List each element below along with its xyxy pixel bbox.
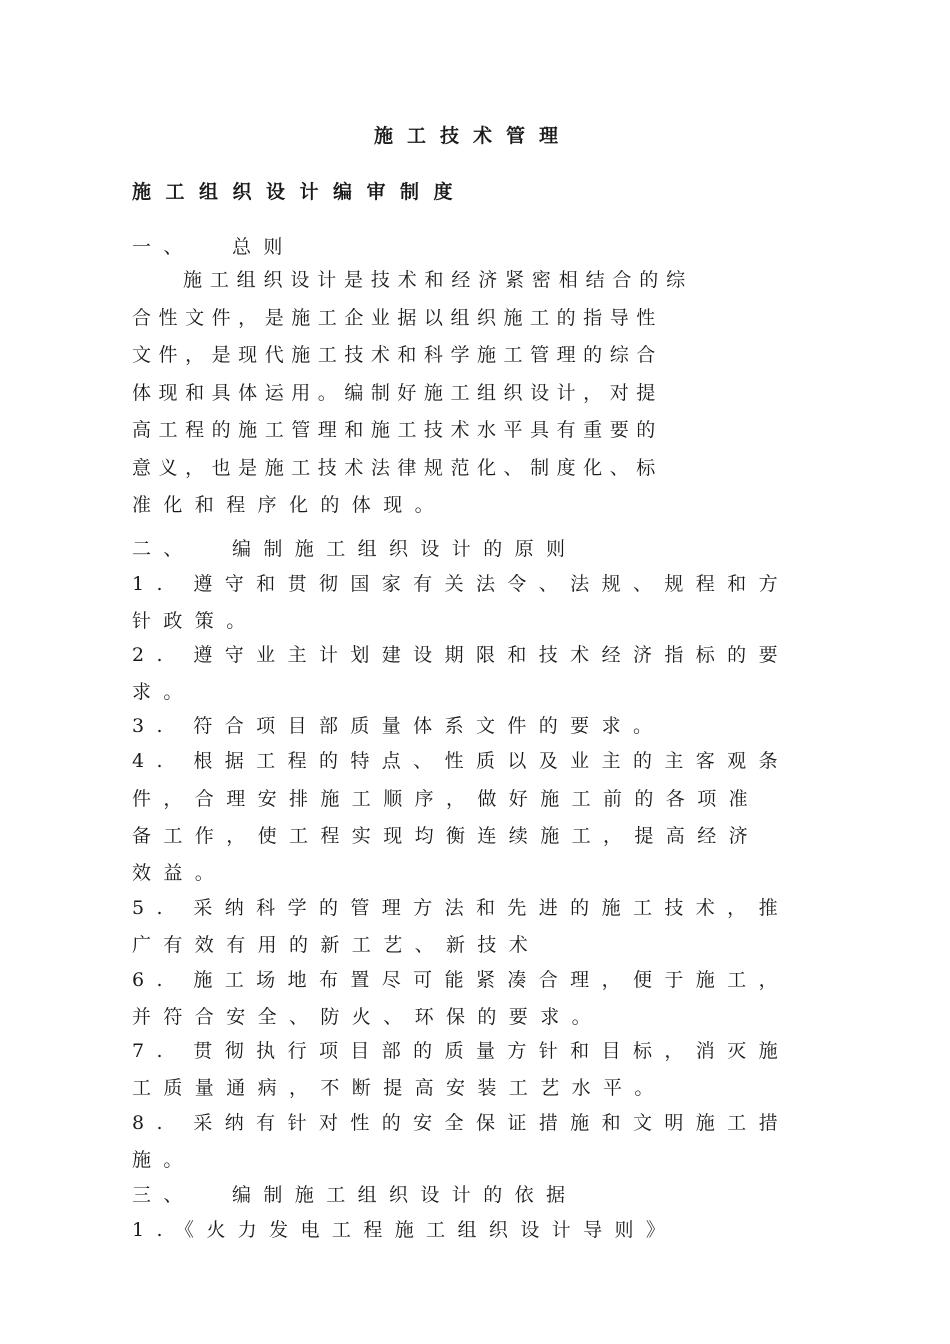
list-line: 4. 根据工程的特点、性质以及业主的主客观条 xyxy=(132,750,790,772)
list-line: 8. 采纳有针对性的安全保证措施和文明施工措 xyxy=(132,1112,790,1134)
paragraph-line: 体 现 和 具 体 运 用 。 编 制 好 施 工 组 织 设 计 ， 对 提 xyxy=(132,382,657,404)
list-line: 工质量通病，不断提高安装工艺水平。 xyxy=(132,1077,666,1099)
paragraph-line: 施 工 组 织 设 计 是 技 术 和 经 济 紧 密 相 结 合 的 综 xyxy=(183,269,687,291)
section-2-number: 二、 xyxy=(132,538,195,560)
paragraph-line: 准化和程序化的体现。 xyxy=(132,494,447,516)
section-1-heading: 总则 xyxy=(232,236,295,258)
list-line: 2. 遵守业主计划建设期限和技术经济指标的要 xyxy=(132,644,790,666)
list-line: 备工作，使工程实现均衡连续施工，提高经济 xyxy=(132,825,761,847)
list-line: 求。 xyxy=(132,681,195,703)
section-3-heading: 编制施工组织设计的依据 xyxy=(232,1184,578,1206)
paragraph-line: 文 件 ， 是 现 代 施 工 技 术 和 科 学 施 工 管 理 的 综 合 xyxy=(132,344,657,366)
list-line: 件，合理安排施工顺序，做好施工前的各项准 xyxy=(132,788,761,810)
list-line: 1.《火力发电工程施工组织设计导则》 xyxy=(132,1219,678,1241)
section-3-number: 三、 xyxy=(132,1184,195,1206)
list-line: 效益。 xyxy=(132,862,227,884)
list-line: 施。 xyxy=(132,1149,195,1171)
list-line: 广有效有用的新工艺、新技术 xyxy=(132,934,541,956)
list-line: 针政策。 xyxy=(132,610,258,632)
list-line: 5. 采纳科学的管理方法和先进的施工技术，推 xyxy=(132,897,790,919)
document-subtitle: 施工组织设计编审制度 xyxy=(132,181,468,203)
list-line: 3. 符合项目部质量体系文件的要求。 xyxy=(132,715,665,737)
list-line: 6. 施工场地布置尽可能紧凑合理，便于施工， xyxy=(132,969,790,991)
section-1-number: 一、 xyxy=(132,236,195,258)
paragraph-line: 合 性 文 件 ， 是 施 工 企 业 据 以 组 织 施 工 的 指 导 性 xyxy=(132,307,657,329)
paragraph-line: 意 义 ， 也 是 施 工 技 术 法 律 规 范 化 、 制 度 化 、 标 xyxy=(132,457,657,479)
list-line: 1. 遵守和贯彻国家有关法令、法规、规程和方 xyxy=(132,573,790,595)
list-line: 并符合安全、防火、环保的要求。 xyxy=(132,1006,604,1028)
section-2-heading: 编制施工组织设计的原则 xyxy=(232,538,578,560)
list-line: 7. 贯彻执行项目部的质量方针和目标，消灭施 xyxy=(132,1040,790,1062)
page-title: 施工技术管理 xyxy=(374,125,573,147)
paragraph-line: 高 工 程 的 施 工 管 理 和 施 工 技 术 水 平 具 有 重 要 的 xyxy=(132,419,657,441)
